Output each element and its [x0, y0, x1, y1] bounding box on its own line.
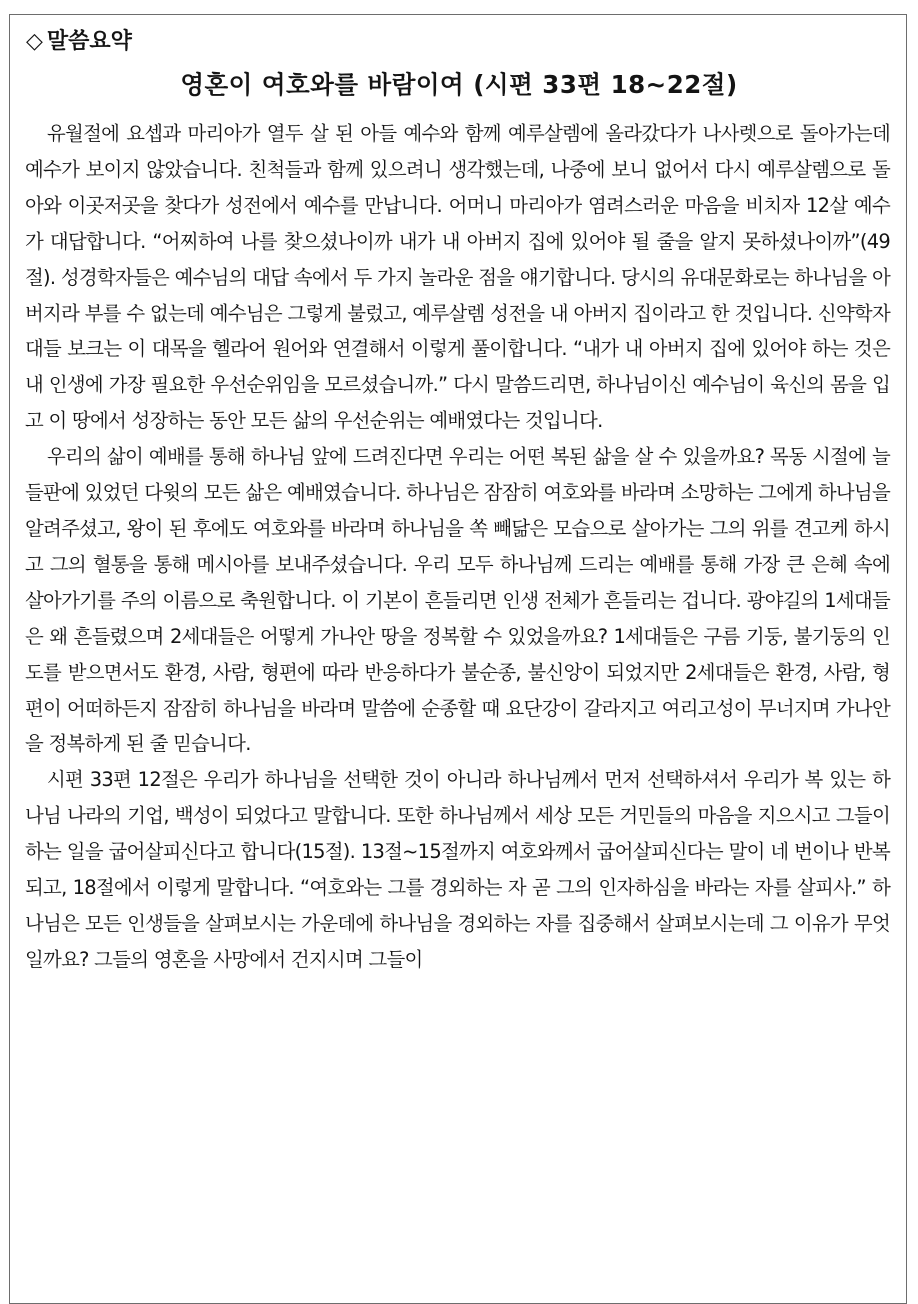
section-heading [26, 24, 132, 55]
section-label-text: 말씀요약 [46, 29, 132, 54]
sermon-title: 영혼이 여호와를 바람이여 (시편 33편 18~22절) [180, 70, 738, 99]
paragraph: 시편 33편 12절은 우리가 하나님을 선택한 것이 아니라 하나님께서 먼저 선택하셔서 우리가 복 있는 하나님 나라의 기업, 백성이 되었다고 말합니다. 또한 하나님께서 세상 모든 거민들의 마음을 지으시고 그들이 하는 일을 굽어살피신다고 합니다(15절). 13절~15절까지 여호와께서 굽어살피신다는 말이 네 번이나 반복되고, 18절에서 이렇게 말합니다. “여호와는 그를 경외하는 자 곧 그의 인자하심을 바라는 자를 살피사.” 하나님은 모든 인생들을 살펴보시는 가운데에 하나님을 경외하는 자를 집중해서 살펴보시는데 그 이유가 무엇일까요? 그들의 영혼을 사망에서 건지시며 그들이 [25, 768, 890, 971]
sermon-body [25, 116, 890, 978]
paragraph: 유월절에 요셉과 마리아가 열두 살 된 아들 예수와 함께 예루살렘에 올라갔다가 나사렛으로 돌아가는데 예수가 보이지 않았습니다. 친척들과 함께 있으려니 생각했는데, 나중에 보니 없어서 다시 예루살렘으로 돌아와 이곳저곳을 찾다가 성전에서 예수를 만납니다. 어머니 마리아가 염려스러운 마음을 비치자 12살 예수가 대답합니다. “어찌하여 나를 찾으셨나이까 내가 내 아버지 집에 있어야 될 줄을 알지 못하셨나이까”(49절). 성경학자들은 예수님의 대답 속에서 두 가지 놀라운 점을 얘기합니다. 당시의 유대문화로는 하나님을 아버지라 부를 수 없는데 예수님은 그렇게 불렀고, 예루살렘 성전을 내 아버지 집이라고 한 것입니다. 신약학자 대들 보크는 이 대목을 헬라어 원어와 연결해서 이렇게 풀이합니다. “내가 내 아버지 집에 있어야 하는 것은 내 인생에 가장 필요한 우선순위임을 모르셨습니까.” 다시 말씀드리면, 하나님이신 예수님이 육신의 몸을 입고 이 땅에서 성장하는 동안 모든 삶의 우선순위는 예배였다는 것입니다. [25, 122, 890, 433]
diamond-outline-icon: ◇ [26, 29, 43, 54]
paragraph: 우리의 삶이 예배를 통해 하나님 앞에 드려진다면 우리는 어떤 복된 삶을 살 수 있을까요? 목동 시절에 늘 들판에 있었던 다윗의 모든 삶은 예배였습니다. 하나님은 잠잠히 여호와를 바라며 소망하는 그에게 하나님을 알려주셨고, 왕이 된 후에도 여호와를 바라며 하나님을 쏙 빼닮은 모습으로 살아가는 그의 위를 견고케 하시고 그의 혈통을 통해 메시아를 보내주셨습니다. 우리 모두 하나님께 드리는 예배를 통해 가장 큰 은혜 속에 살아가기를 주의 이름으로 축원합니다. 이 기본이 흔들리면 인생 전체가 흔들리는 겁니다. 광야길의 1세대들은 왜 흔들렸으며 2세대들은 어떻게 가나안 땅을 정복할 수 있었을까요? 1세대들은 구름 기둥, 불기둥의 인도를 받으면서도 환경, 사람, 형편에 따라 반응하다가 불순종, 불신앙이 되었지만 2세대들은 환경, 사람, 형편이 어떠하든지 잠잠히 하나님을 바라며 말씀에 순종할 때 요단강이 갈라지고 여리고성이 무너지며 가나안을 정복하게 된 줄 믿습니다. [25, 445, 890, 756]
